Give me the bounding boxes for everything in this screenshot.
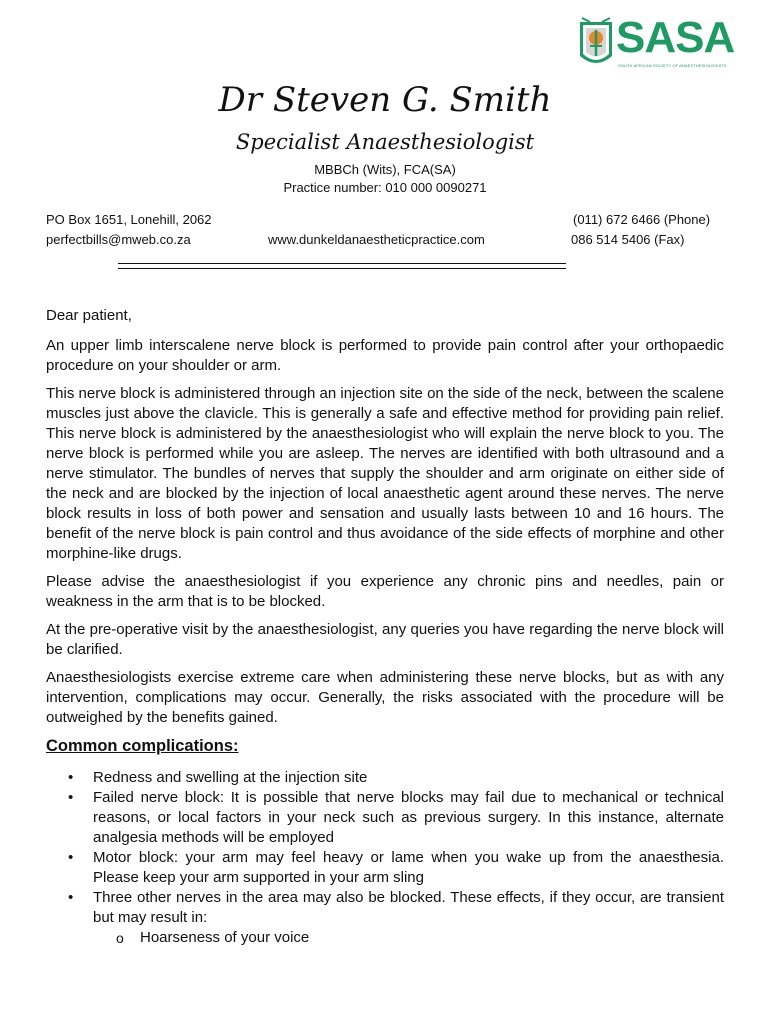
qualifications: MBBCh (Wits), FCA(SA) xyxy=(314,162,456,177)
phone-number: (011) 672 6466 (Phone) xyxy=(573,212,711,227)
header-divider xyxy=(118,263,566,269)
paragraph-risks: Anaesthesiologists exercise extreme care when administering these nerve blocks, but as with any intervention, complications may occur. Generally, the risks associated with the procedure will be outweighed by the benefits gained. xyxy=(46,669,724,726)
sasa-emblem-icon xyxy=(578,16,614,70)
sasa-tagline: SOUTH AFRICAN SOCIETY OF ANAESTHESIOLOGISTS xyxy=(618,63,727,68)
sasa-logo xyxy=(578,12,735,72)
practice-number: Practice number: 010 000 0090271 xyxy=(283,180,487,195)
paragraph-advise: Please advise the anaesthesiologist if you experience any chronic pins and needles, pain or weakness in the arm that is to be blocked. xyxy=(46,573,724,610)
doctor-title: Specialist Anaesthesiologist xyxy=(235,130,535,154)
doctor-name: Dr Steven G. Smith xyxy=(218,80,552,120)
complications-heading: Common complications: xyxy=(46,737,239,755)
letter-body xyxy=(46,306,724,948)
email-address: perfectbills@mweb.co.za xyxy=(46,232,191,247)
fax-number: 086 514 5406 (Fax) xyxy=(571,232,685,247)
postal-address: PO Box 1651, Lonehill, 2062 xyxy=(46,212,212,227)
list-item-text: Three other nerves in the area may also be blocked. These effects, if they occur, are transient but may result in: xyxy=(93,889,724,926)
sub-list-item: o Hoarseness of your voice xyxy=(93,928,724,948)
salutation: Dear patient, xyxy=(46,307,132,324)
list-item-with-sublist xyxy=(46,888,724,948)
complications-list xyxy=(46,768,724,948)
sasa-wordmark: SASA xyxy=(616,13,735,62)
paragraph-preoperative: At the pre-operative visit by the anaesthesiologist, any queries you have regarding the nerve block will be clarified. xyxy=(46,621,724,658)
paragraph-procedure: This nerve block is administered through an injection site on the side of the neck, between the scalene muscles just above the clavicle. This is generally a safe and effective method for providing pain relief. This nerve block is administered by the anaesthesiologist who will explain the nerve block to you. The nerve block is performed while you are asleep. The nerves are identified with both ultrasound and a nerve stimulator. The bundles of nerves that supply the shoulder and arm originate on either side of the neck and are blocked by the injection of local anaesthetic agent around these nerves. The nerve block results in loss of both power and sensation and usually lasts between 10 and 16 hours. The benefit of the nerve block is pain control and thus avoidance of the side effects of morphine and other morphine-like drugs. xyxy=(46,385,724,562)
list-item: • Failed nerve block: It is possible that nerve blocks may fail due to mechanical or technical reasons, or local factors in your neck such as previous surgery. In this instance, alternate analgesia methods will be employed xyxy=(46,788,724,848)
paragraph-purpose: An upper limb interscalene nerve block is performed to provide pain control after your orthopaedic procedure on your shoulder or arm. xyxy=(46,337,724,374)
website-url: www.dunkeldanaestheticpractice.com xyxy=(268,232,485,247)
sub-complications-list xyxy=(93,928,724,948)
list-item: • Motor block: your arm may feel heavy or lame when you wake up from the anaesthesia. Please keep your arm supported in your arm sling xyxy=(46,848,724,888)
list-item: • Redness and swelling at the injection site xyxy=(46,768,724,788)
